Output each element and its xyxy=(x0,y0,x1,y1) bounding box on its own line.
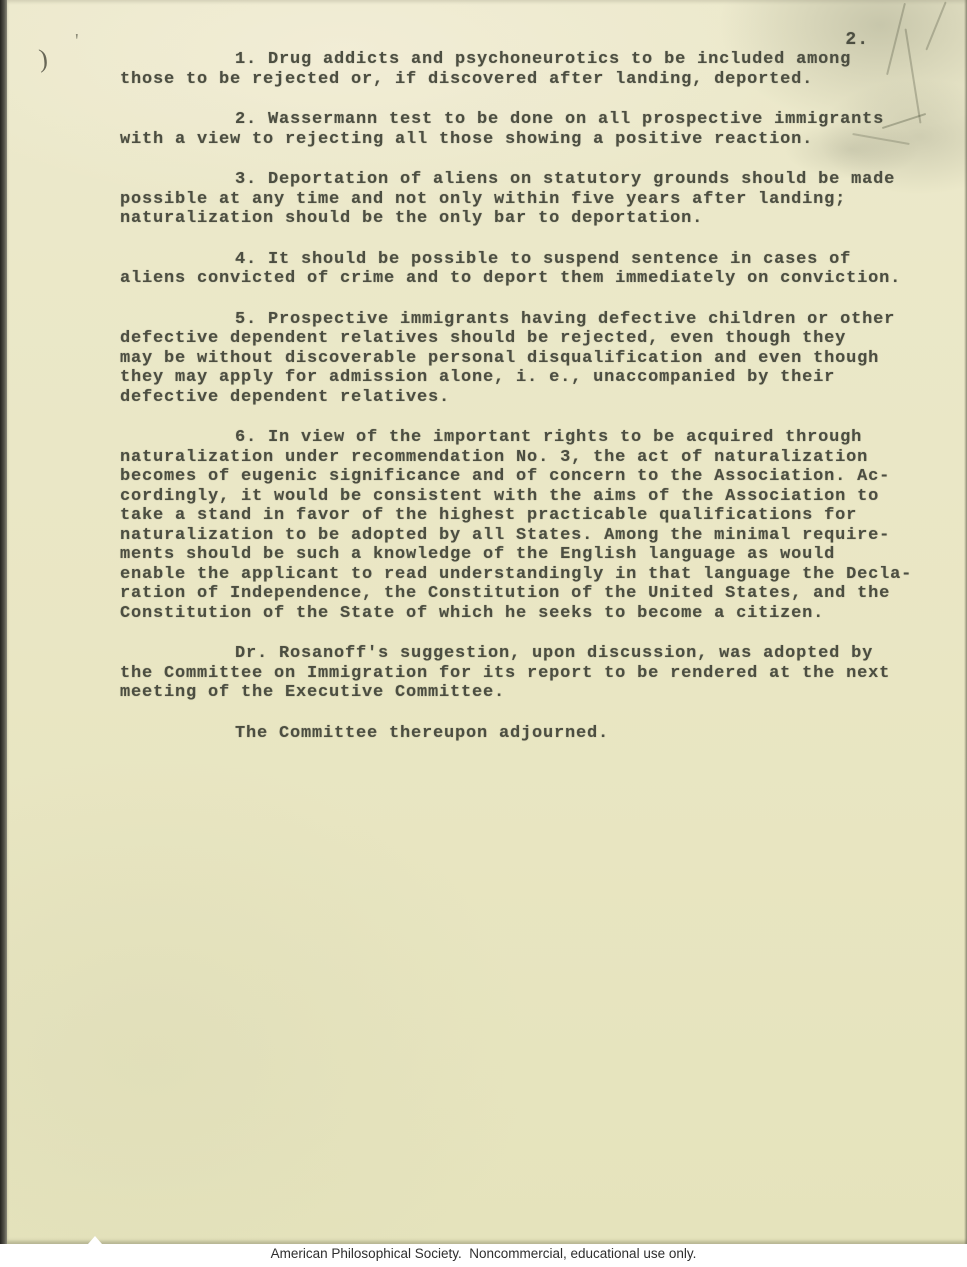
text-line: The Committee thereupon adjourned. xyxy=(235,723,610,743)
text-line: ments should be such a knowledge of the English language as would xyxy=(120,545,836,564)
text-line: with a view to rejecting all those showing a positive reaction. xyxy=(120,129,814,149)
text-line: defective dependent relatives should be rejected, even though they xyxy=(120,329,847,348)
text-line: becomes of eugenic significance and of concern to the Association. Ac- xyxy=(120,467,891,486)
paper-tear-notch xyxy=(88,1236,102,1244)
text-line: naturalization under recommendation No. 3, the act of naturalization xyxy=(120,447,869,467)
page-number: 2. xyxy=(845,30,869,50)
pen-mark: ) xyxy=(37,43,50,74)
text-line: aliens convicted of crime and to deport them immediately on conviction. xyxy=(120,269,902,288)
text-line: defective dependent relatives. xyxy=(120,387,451,407)
text-line: ration of Independence, the Constitution of the United States, and the xyxy=(120,584,891,603)
text-line: 2. Wassermann test to be done on all prospective immigrants xyxy=(235,110,885,129)
text-line: naturalization should be the only bar to deportation. xyxy=(120,209,704,228)
text-line: cordingly, it would be consistent with the aims of the Association to xyxy=(120,486,880,506)
paragraph xyxy=(120,250,920,289)
footer-strip xyxy=(0,1244,967,1267)
text-line: they may apply for admission alone, i. e., unaccompanied by their xyxy=(120,368,836,387)
text-line: possible at any time and not only within five years after landing; xyxy=(120,189,847,209)
text-line: 1. Drug addicts and psychoneurotics to be included among xyxy=(235,50,852,69)
text-line: take a stand in favor of the highest practicable qualifications for xyxy=(120,506,858,525)
paper-crease xyxy=(925,2,946,51)
paragraph xyxy=(120,110,920,149)
text-line: 3. Deportation of aliens on statutory grounds should be made xyxy=(235,170,896,189)
license-caption: American Philosophical Society. Noncommercial, educational use only. xyxy=(270,1246,697,1261)
text-line: enable the applicant to read understandingly in that language the Decla- xyxy=(120,564,913,584)
text-line: 6. In view of the important rights to be acquired through xyxy=(235,428,863,447)
document-body xyxy=(120,50,920,743)
paragraph xyxy=(120,644,920,703)
text-line: naturalization to be adopted by all States. Among the minimal require- xyxy=(120,525,891,545)
paragraph xyxy=(120,50,920,89)
text-line: meeting of the Executive Committee. xyxy=(120,683,506,702)
paragraph xyxy=(120,724,920,744)
text-line: Constitution of the State of which he seeks to become a citizen. xyxy=(120,603,825,623)
text-line: may be without discoverable personal disqualification and even though xyxy=(120,348,880,368)
text-line: 5. Prospective immigrants having defective children or other xyxy=(235,309,896,329)
paragraph xyxy=(120,170,920,229)
text-line: Dr. Rosanoff's suggestion, upon discussion, was adopted by xyxy=(235,644,874,663)
text-line: those to be rejected or, if discovered after landing, deported. xyxy=(120,69,814,89)
text-line: the Committee on Immigration for its report to be rendered at the next xyxy=(120,663,891,683)
paper-page xyxy=(7,0,967,1244)
scan-edge-left xyxy=(0,0,7,1244)
paragraph xyxy=(120,310,920,408)
text-line: 4. It should be possible to suspend sentence in cases of xyxy=(235,249,852,269)
pen-tick-mark: ' xyxy=(75,30,79,52)
paragraph xyxy=(120,428,920,623)
